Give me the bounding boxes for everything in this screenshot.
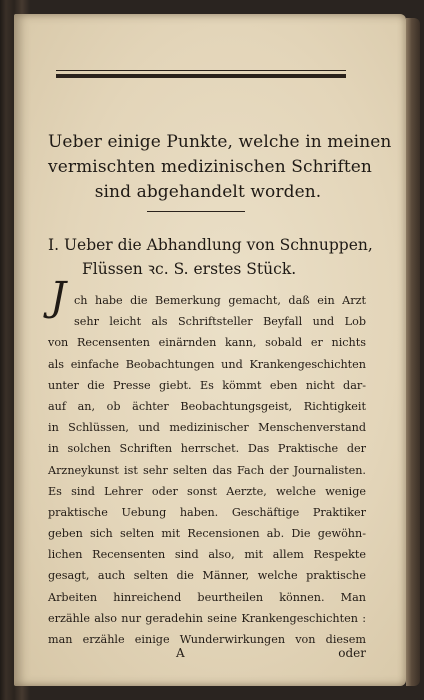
body-line: in solchen Schriften herrschet. Das Praktische der bbox=[48, 442, 366, 456]
heading-divider bbox=[147, 211, 245, 212]
section-title-line-1: I. Ueber die Abhandlung von Schnuppen, bbox=[48, 236, 373, 254]
body-line: lichen Recensenten sind also, mit allem Respekte bbox=[48, 548, 366, 562]
body-line: ch habe die Bemerkung gemacht, daß ein Arzt bbox=[74, 294, 366, 307]
chapter-heading bbox=[48, 130, 392, 205]
top-double-rule bbox=[56, 70, 346, 78]
body-line: erzähle also nur geradehin seine Krankengeschichten : bbox=[48, 611, 366, 625]
drop-cap: J bbox=[50, 274, 67, 320]
page-footer bbox=[48, 646, 366, 668]
heading-line-1: Ueber einige Punkte, welche in meinen bbox=[48, 132, 392, 152]
page-edge bbox=[406, 18, 420, 686]
catchword: oder bbox=[338, 646, 366, 660]
heading-line-2: vermischten medizinischen Schriften bbox=[48, 157, 372, 177]
body-line: unter die Presse giebt. Es kömmt eben nicht dar- bbox=[48, 378, 366, 392]
body-line: sehr leicht als Schriftsteller Beyfall und Lob bbox=[74, 315, 366, 329]
body-line: von Recensenten einärnden kann, sobald er nichts bbox=[48, 336, 366, 350]
body-line: geben sich selten mit Recensionen ab. Die gewöhn- bbox=[48, 527, 366, 541]
section-title-line-2: Flüssen ꝛc. S. erstes Stück. bbox=[82, 260, 297, 278]
body-line: gesagt, auch selten die Männer, welche praktische bbox=[48, 569, 366, 583]
body-text bbox=[48, 290, 366, 650]
body-line: als einfache Beobachtungen und Krankengeschichten bbox=[48, 357, 366, 371]
body-line: Arzneykunst ist sehr selten das Fach der Journalisten. bbox=[48, 463, 366, 477]
body-line: in Schlüssen, und medizinischer Menschenverstand bbox=[48, 421, 366, 435]
signature-mark: A bbox=[176, 646, 185, 660]
body-line: auf an, ob ächter Beobachtungsgeist, Richtigkeit bbox=[48, 399, 366, 413]
section-title bbox=[48, 233, 373, 281]
body-line: praktische Uebung haben. Geschäftige Praktiker bbox=[48, 505, 366, 519]
heading-line-3: sind abgehandelt worden. bbox=[94, 182, 322, 202]
body-line: Es sind Lehrer oder sonst Aerzte, welche wenige bbox=[48, 484, 366, 498]
body-line: Arbeiten hinreichend beurtheilen können. Man bbox=[48, 590, 366, 604]
body-line: man erzähle einige Wunderwirkungen von diesem bbox=[48, 633, 366, 646]
